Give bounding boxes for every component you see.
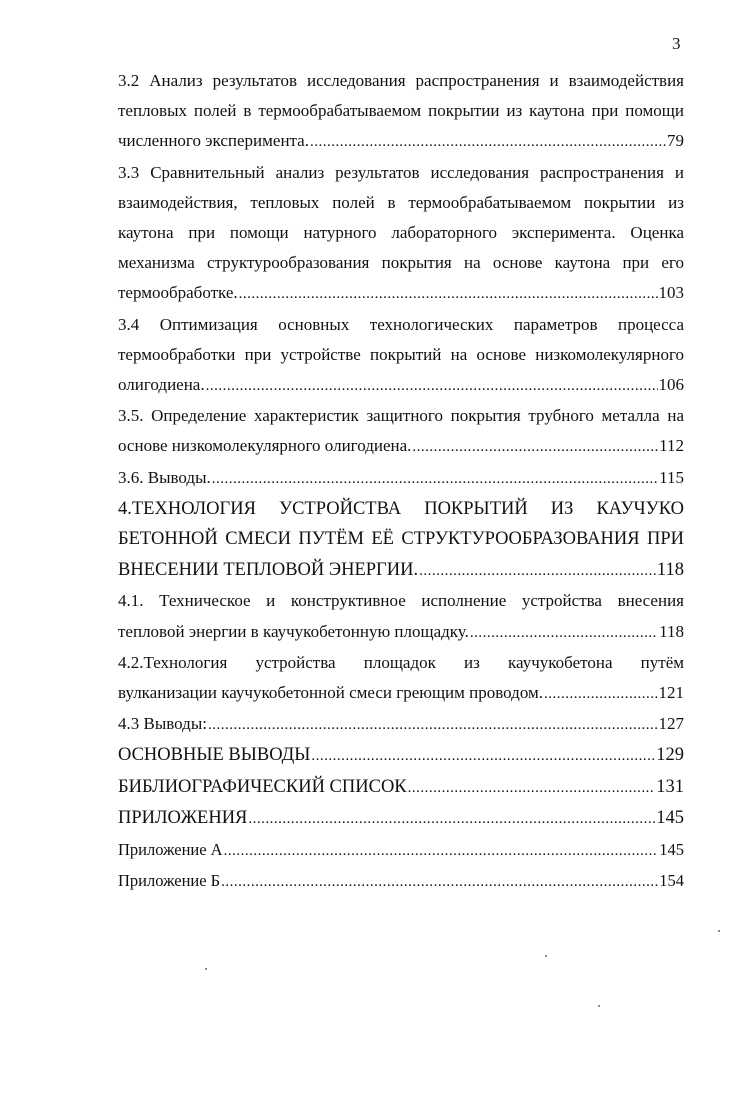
toc-entry-bibliography [118,772,684,804]
dot-leader [212,464,658,494]
toc-entry-last-line [118,803,684,835]
toc-entry-main-conclusions [118,740,684,772]
toc-entry-appendix-a [118,835,684,866]
toc-entry-line: механизма структурообразования покрытия на основе каутона при его [118,253,684,273]
toc-entry-title-end: ПРИЛОЖЕНИЯ [118,808,248,829]
toc-entry-chapter-4 [118,494,684,587]
toc-entry-last-line [118,431,684,462]
toc-entry-title-end: ОСНОВНЫЕ ВЫВОДЫ [118,745,311,766]
dot-leader [470,618,658,648]
dot-leader [412,432,658,462]
toc-entry-line: 3.2 Анализ результатов исследования распространения и взаимодействия [118,71,684,90]
toc-entry-title-end: ВНЕСЕНИИ ТЕПЛОВОЙ ЭНЕРГИИ. [118,559,419,580]
toc-entry-line: 3.5. Определение характеристик защитного покрытия трубного металла на [118,406,684,426]
toc-page-ref: 118 [659,621,684,641]
toc-entry-title-end: 4.3 Выводы: [118,714,207,734]
toc-entry-last-line [118,772,684,804]
dot-leader [224,836,659,866]
scan-speck [545,955,547,957]
toc-entry-title-end: Приложение А [118,839,223,859]
toc-entry-4-1 [118,586,684,647]
toc-entry-3-2 [118,66,684,158]
toc-entry-line: 4.1. Техническое и конструктивное исполнение устройства внесения [118,591,684,611]
toc-entry-last-line [118,370,684,401]
toc-entry-last-line [118,866,684,897]
scan-speck [205,968,207,970]
toc-entry-line: тепловых полей в термообрабатываемом покрытии из каутона при помощи [118,101,684,121]
toc-entry-last-line [118,835,684,866]
toc-entry-last-line [118,709,684,740]
toc-entry-title-end: 3.6. Выводы. [118,467,211,487]
dot-leader [310,127,666,157]
toc-entry-last-line [118,678,684,709]
toc-entry-title-end: БИБЛИОГРАФИЧЕСКИЙ СПИСОК [118,776,407,797]
toc-entry-3-5 [118,401,684,462]
table-of-contents [118,66,684,897]
toc-entry-appendices [118,803,684,835]
toc-entry-3-3 [118,158,684,310]
dot-leader [544,679,657,709]
scan-speck [718,930,720,932]
toc-entry-line: 3.4 Оптимизация основных технологических параметров процесса [118,314,684,334]
toc-entry-line: БЕТОННОЙ СМЕСИ ПУТЁМ ЕЁ СТРУКТУРООБРАЗОВАНИЯ ПРИ [118,529,684,550]
toc-entry-line: 4.2.Технология устройства площадок из каучукобетона путём [118,652,684,672]
toc-entry-line: каутона при помощи натурного лабораторного эксперимента. Оценка [118,223,684,243]
toc-entry-3-4 [118,310,684,402]
toc-entry-appendix-b [118,866,684,897]
toc-entry-title-end: основе низкомолекулярного олигодиена. [118,436,412,456]
toc-page-ref: 127 [658,714,684,734]
toc-entry-last-line [118,555,684,587]
toc-entry-line: термообработки при устройстве покрытий на основе низкомолекулярного [118,344,684,364]
dot-leader [239,279,658,309]
toc-entry-line: 4.ТЕХНОЛОГИЯ УСТРОЙСТВА ПОКРЫТИЙ ИЗ КАУЧУКО [118,498,684,519]
toc-page-ref: 79 [667,131,684,151]
toc-page-ref: 112 [659,436,684,456]
dot-leader [248,804,655,835]
toc-entry-3-6 [118,463,684,494]
toc-entry-title-end: термообработке. [118,283,238,303]
dot-leader [408,773,656,804]
toc-entry-last-line [118,126,684,157]
toc-entry-title-end: Приложение Б [118,870,221,890]
toc-entry-line: взаимодействия, тепловых полей в термообрабатываемом покрытии из [118,192,684,212]
toc-page-ref: 131 [656,776,684,797]
toc-entry-last-line [118,740,684,772]
toc-page-ref: 106 [658,375,684,395]
toc-page-ref: 103 [658,283,684,303]
toc-page-ref: 121 [658,682,684,702]
scan-speck [598,1005,600,1007]
toc-page-ref: 115 [659,467,684,487]
toc-entry-last-line [118,463,684,494]
toc-page-ref: 118 [656,559,684,580]
toc-entry-title-end: олигодиена. [118,375,205,395]
toc-entry-title-end: тепловой энергии в каучукобетонную площадку. [118,621,469,641]
dot-leader [311,741,655,772]
toc-entry-4-3 [118,709,684,740]
toc-page-ref: 129 [656,745,684,766]
toc-entry-title-end: численного эксперимента. [118,131,309,151]
dot-leader [208,710,658,740]
toc-page-ref: 154 [659,870,684,890]
dot-leader [419,556,656,587]
toc-entry-title-end: вулканизации каучукобетонной смеси греющим проводом. [118,682,544,702]
page-number: 3 [672,34,681,53]
toc-entry-line: 3.3 Сравнительный анализ результатов исследования распространения и [118,162,684,182]
dot-leader [206,371,658,401]
toc-page-ref: 145 [659,839,684,859]
toc-entry-4-2 [118,648,684,709]
toc-entry-last-line [118,617,684,648]
dot-leader [221,867,658,897]
toc-entry-last-line [118,278,684,309]
toc-page-ref: 145 [656,808,684,829]
